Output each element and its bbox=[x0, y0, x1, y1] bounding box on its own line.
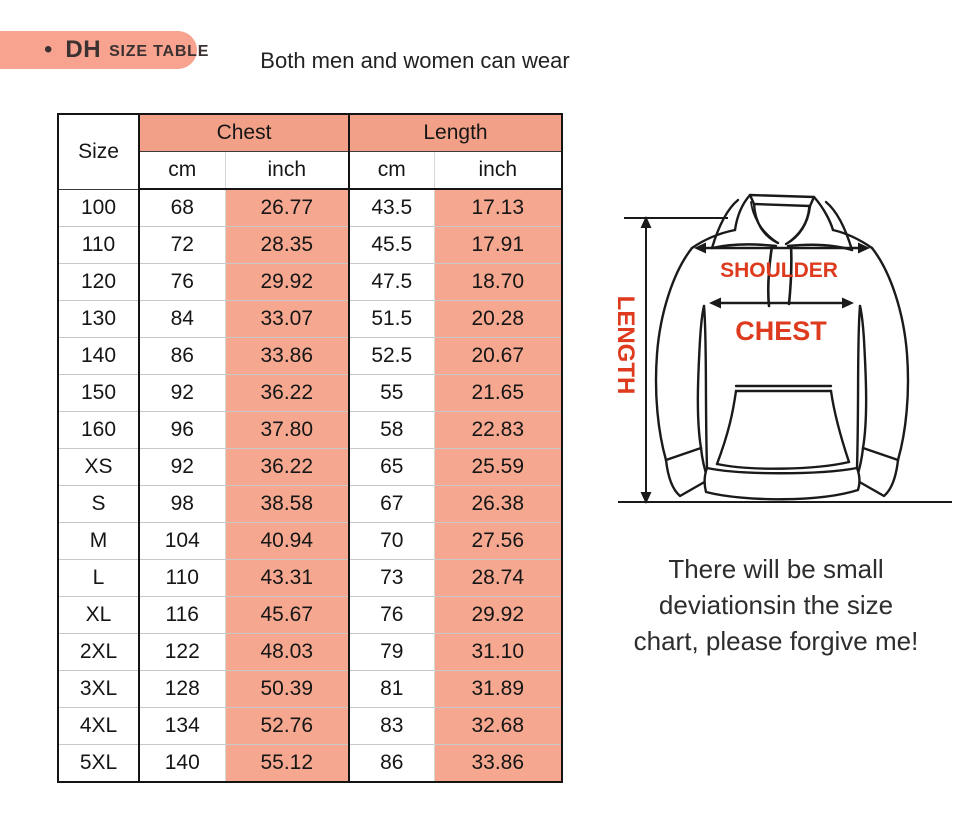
chest-cm-value: 98 bbox=[139, 486, 225, 523]
length-inch-value: 31.10 bbox=[434, 634, 562, 671]
table-row bbox=[58, 412, 562, 449]
length-cm-value: 55 bbox=[349, 375, 434, 412]
chest-cm-value: 116 bbox=[139, 597, 225, 634]
length-inch-value: 26.38 bbox=[434, 486, 562, 523]
note-line: There will be small bbox=[668, 554, 884, 584]
length-cm-value: 76 bbox=[349, 597, 434, 634]
size-table bbox=[57, 113, 563, 783]
chest-cm-value: 134 bbox=[139, 708, 225, 745]
size-value: 140 bbox=[58, 338, 139, 375]
length-inch-value: 32.68 bbox=[434, 708, 562, 745]
table-row bbox=[58, 523, 562, 560]
table-row bbox=[58, 301, 562, 338]
size-value: 160 bbox=[58, 412, 139, 449]
length-cm-value: 45.5 bbox=[349, 227, 434, 264]
chest-cm-value: 86 bbox=[139, 338, 225, 375]
length-inch-value: 17.91 bbox=[434, 227, 562, 264]
size-value: 100 bbox=[58, 189, 139, 227]
chest-cm-value: 128 bbox=[139, 671, 225, 708]
chest-cm-value: 92 bbox=[139, 375, 225, 412]
chest-inch-value: 40.94 bbox=[225, 523, 349, 560]
chest-cm-header: cm bbox=[139, 152, 225, 190]
length-cm-value: 83 bbox=[349, 708, 434, 745]
chest-inch-value: 33.86 bbox=[225, 338, 349, 375]
chest-inch-value: 29.92 bbox=[225, 264, 349, 301]
length-inch-value: 21.65 bbox=[434, 375, 562, 412]
length-cm-value: 86 bbox=[349, 745, 434, 783]
note-line: chart, please forgive me! bbox=[633, 626, 919, 656]
length-inch-value: 29.92 bbox=[434, 597, 562, 634]
size-value: M bbox=[58, 523, 139, 560]
table-row bbox=[58, 560, 562, 597]
chest-cm-value: 76 bbox=[139, 264, 225, 301]
chest-arrow bbox=[709, 298, 854, 309]
brand-label: DH bbox=[65, 36, 102, 63]
chest-group-header: Chest bbox=[139, 114, 349, 152]
subtitle: Both men and women can wear bbox=[260, 48, 570, 73]
table-row bbox=[58, 745, 562, 783]
length-group-header: Length bbox=[349, 114, 562, 152]
length-cm-value: 43.5 bbox=[349, 189, 434, 227]
note-line: deviationsin the size bbox=[658, 590, 894, 620]
chest-inch-value: 36.22 bbox=[225, 449, 349, 486]
length-cm-value: 81 bbox=[349, 671, 434, 708]
hoodie-outline bbox=[656, 195, 908, 499]
length-cm-value: 65 bbox=[349, 449, 434, 486]
chest-inch-value: 43.31 bbox=[225, 560, 349, 597]
length-cm-value: 52.5 bbox=[349, 338, 434, 375]
chest-cm-value: 96 bbox=[139, 412, 225, 449]
table-row bbox=[58, 375, 562, 412]
bullet-icon: • bbox=[44, 36, 53, 63]
size-value: 2XL bbox=[58, 634, 139, 671]
length-cm-value: 70 bbox=[349, 523, 434, 560]
size-table-label: SIZE TABLE bbox=[109, 42, 210, 60]
length-inch-value: 28.74 bbox=[434, 560, 562, 597]
chest-cm-value: 140 bbox=[139, 745, 225, 783]
size-value: 150 bbox=[58, 375, 139, 412]
chest-cm-value: 84 bbox=[139, 301, 225, 338]
table-row bbox=[58, 449, 562, 486]
length-cm-value: 73 bbox=[349, 560, 434, 597]
chest-cm-value: 104 bbox=[139, 523, 225, 560]
chest-label: CHEST bbox=[735, 316, 827, 346]
chest-cm-value: 122 bbox=[139, 634, 225, 671]
length-cm-value: 67 bbox=[349, 486, 434, 523]
table-row bbox=[58, 597, 562, 634]
length-inch-header: inch bbox=[434, 152, 562, 190]
length-label: LENGTH bbox=[612, 295, 639, 395]
table-row bbox=[58, 338, 562, 375]
table-row bbox=[58, 671, 562, 708]
table-row bbox=[58, 486, 562, 523]
table-row bbox=[58, 264, 562, 301]
size-value: XS bbox=[58, 449, 139, 486]
length-inch-value: 27.56 bbox=[434, 523, 562, 560]
length-cm-value: 79 bbox=[349, 634, 434, 671]
table-row bbox=[58, 227, 562, 264]
length-cm-value: 58 bbox=[349, 412, 434, 449]
chest-inch-header: inch bbox=[225, 152, 349, 190]
shoulder-arrow bbox=[694, 243, 870, 254]
shoulder-label: SHOULDER bbox=[720, 259, 838, 282]
chest-inch-value: 50.39 bbox=[225, 671, 349, 708]
size-value: 130 bbox=[58, 301, 139, 338]
length-inch-value: 22.83 bbox=[434, 412, 562, 449]
chest-inch-value: 52.76 bbox=[225, 708, 349, 745]
length-cm-value: 51.5 bbox=[349, 301, 434, 338]
size-value: 3XL bbox=[58, 671, 139, 708]
deviation-note bbox=[600, 551, 952, 659]
chest-inch-value: 48.03 bbox=[225, 634, 349, 671]
length-inch-value: 20.28 bbox=[434, 301, 562, 338]
chest-inch-value: 37.80 bbox=[225, 412, 349, 449]
length-inch-value: 18.70 bbox=[434, 264, 562, 301]
chest-inch-value: 45.67 bbox=[225, 597, 349, 634]
size-value: XL bbox=[58, 597, 139, 634]
chest-cm-value: 92 bbox=[139, 449, 225, 486]
chest-cm-value: 72 bbox=[139, 227, 225, 264]
chest-cm-value: 68 bbox=[139, 189, 225, 227]
chest-inch-value: 28.35 bbox=[225, 227, 349, 264]
chest-inch-value: 55.12 bbox=[225, 745, 349, 783]
chest-cm-value: 110 bbox=[139, 560, 225, 597]
length-inch-value: 20.67 bbox=[434, 338, 562, 375]
chest-inch-value: 26.77 bbox=[225, 189, 349, 227]
length-inch-value: 31.89 bbox=[434, 671, 562, 708]
length-inch-value: 17.13 bbox=[434, 189, 562, 227]
chest-inch-value: 36.22 bbox=[225, 375, 349, 412]
table-row bbox=[58, 708, 562, 745]
size-column-header: Size bbox=[58, 114, 139, 189]
length-inch-value: 25.59 bbox=[434, 449, 562, 486]
chest-inch-value: 33.07 bbox=[225, 301, 349, 338]
hoodie-measurement-diagram bbox=[600, 180, 960, 520]
size-value: 120 bbox=[58, 264, 139, 301]
table-row bbox=[58, 189, 562, 227]
table-row bbox=[58, 634, 562, 671]
length-inch-value: 33.86 bbox=[434, 745, 562, 783]
size-value: S bbox=[58, 486, 139, 523]
table-group-header-row bbox=[58, 114, 562, 152]
size-value: 5XL bbox=[58, 745, 139, 783]
length-cm-header: cm bbox=[349, 152, 434, 190]
chest-inch-value: 38.58 bbox=[225, 486, 349, 523]
length-cm-value: 47.5 bbox=[349, 264, 434, 301]
size-value: 4XL bbox=[58, 708, 139, 745]
size-table-badge bbox=[0, 31, 210, 69]
size-value: L bbox=[58, 560, 139, 597]
size-value: 110 bbox=[58, 227, 139, 264]
